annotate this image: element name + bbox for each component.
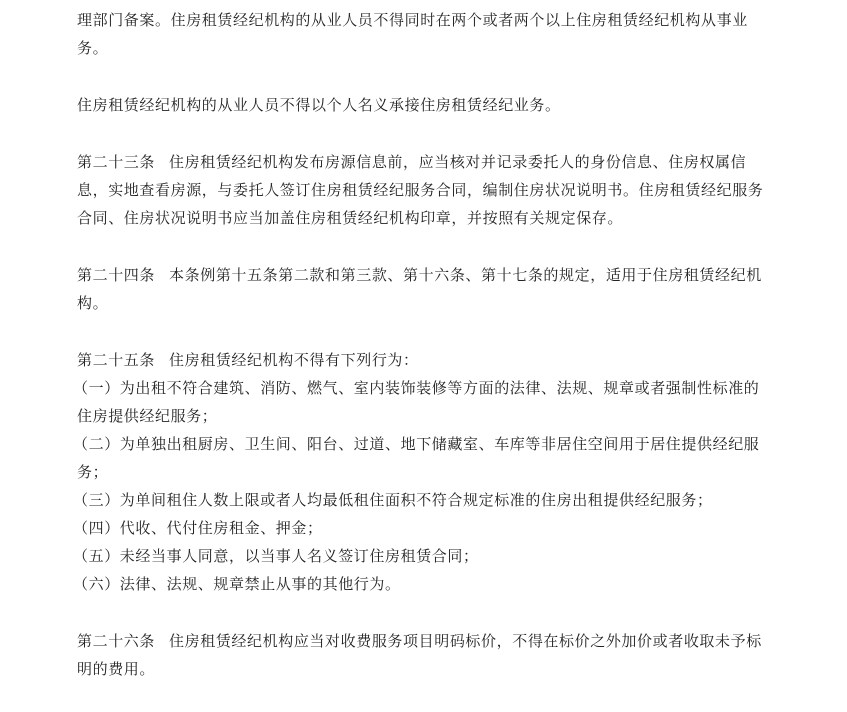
list-item: （二）为单独出租厨房、卫生间、阳台、过道、地下储藏室、车库等非居住空间用于居住提供经纪服务；	[73, 435, 760, 481]
list-item: （一）为出租不符合建筑、消防、燃气、室内装饰装修等方面的法律、法规、规章或者强制性标准的住房提供经纪服务；	[73, 379, 760, 425]
list-item: （六）法律、法规、规章禁止从事的其他行为。	[73, 575, 401, 593]
list-item: （三）为单间租住人数上限或者人均最低租住面积不符合规定标准的住房出租提供经纪服务；	[73, 491, 713, 509]
article-26	[77, 627, 767, 683]
article-text: 住房租赁经纪机构发布房源信息前，应当核对并记录委托人的身份信息、住房权属信息，实地查看房源，与委托人签订住房租赁经纪服务合同，编制住房状况说明书。住房租赁经纪服务合同、住房状况说明书应当加盖住房租赁经纪机构印章，并按照有关规定保存。	[77, 153, 764, 227]
article-24	[77, 261, 767, 317]
article-25-item-list	[73, 374, 767, 598]
article-number: 第二十五条	[77, 351, 156, 369]
article-23	[77, 148, 767, 232]
article-25	[77, 346, 767, 374]
list-item: （四）代收、代付住房租金、押金；	[73, 519, 323, 537]
article-text: 住房租赁经纪机构应当对收费服务项目明码标价，不得在标价之外加价或者收取未予标明的费用。	[77, 632, 762, 678]
article-number: 第二十三条	[77, 153, 156, 171]
article-number: 第二十四条	[77, 266, 156, 284]
article-text: 本条例第十五条第二款和第三款、第十六条、第十七条的规定，适用于住房租赁经纪机构。	[77, 266, 762, 312]
paragraph-continuation: 理部门备案。住房租赁经纪机构的从业人员不得同时在两个或者两个以上住房租赁经纪机构从事业务。	[77, 11, 748, 57]
paragraph-individual-name: 住房租赁经纪机构的从业人员不得以个人名义承接住房租赁经纪业务。	[77, 96, 561, 114]
article-text: 住房租赁经纪机构不得有下列行为：	[169, 351, 419, 369]
document-body	[73, 6, 767, 712]
article-number: 第二十六条	[77, 632, 156, 650]
list-item: （五）未经当事人同意，以当事人名义签订住房租赁合同；	[73, 547, 479, 565]
